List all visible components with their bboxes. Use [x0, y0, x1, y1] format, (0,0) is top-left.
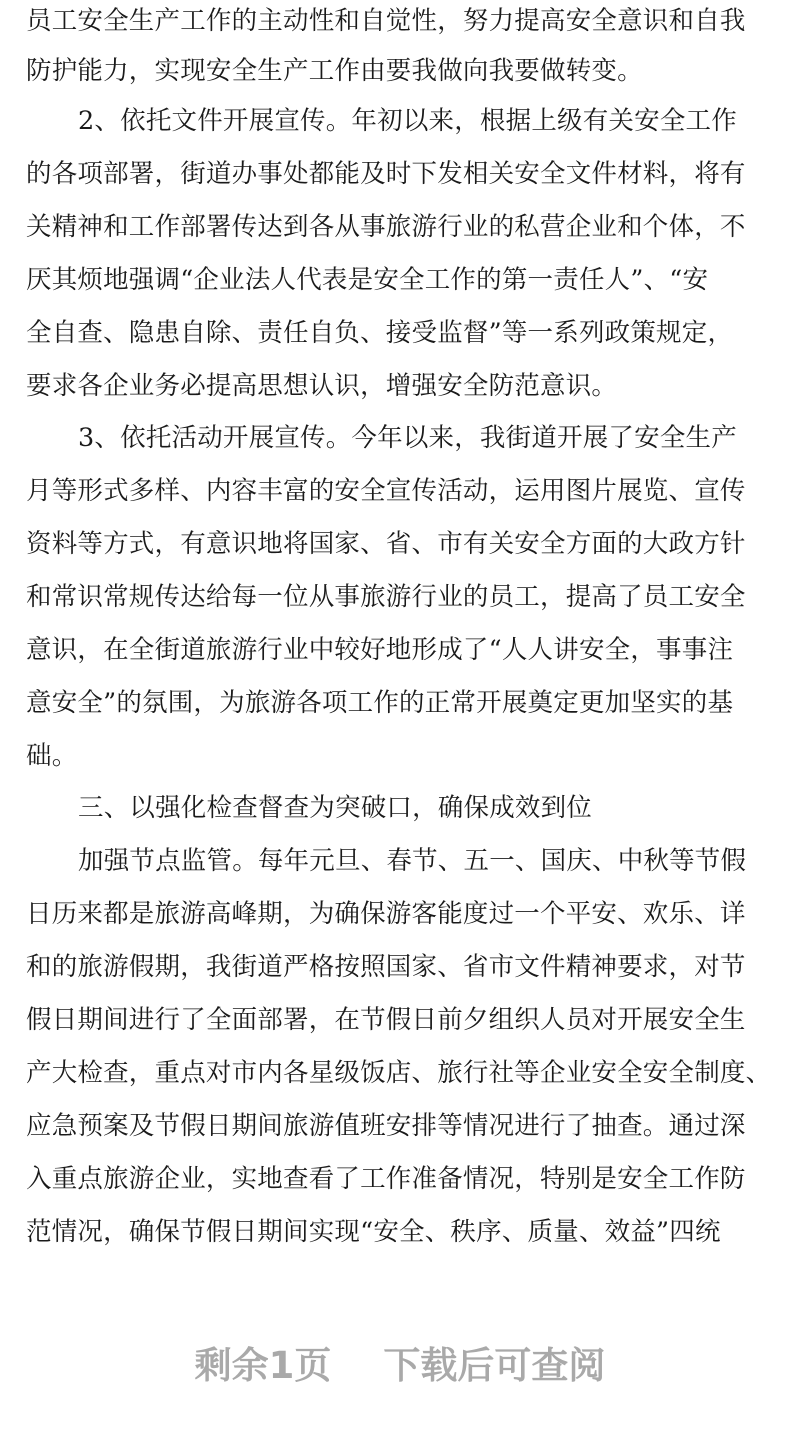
- text-line: 意安全”的氛围，为旅游各项工作的正常开展奠定更加坚实的基: [26, 688, 734, 718]
- text-line: 范情况，确保节假日期间实现“安全、秩序、质量、效益”四统: [26, 1217, 721, 1247]
- text-line: 月等形式多样、内容丰富的安全宣传活动，运用图片展览、宣传: [26, 476, 746, 506]
- text-line: 和的旅游假期，我街道严格按照国家、省市文件精神要求，对节: [26, 952, 746, 982]
- text-line: 假日期间进行了全面部署，在节假日前夕组织人员对开展安全生: [26, 1005, 746, 1035]
- text-line: 意识，在全街道旅游行业中较好地形成了“人人讲安全，事事注: [26, 635, 734, 665]
- text-line: 要求各企业务必提高思想认识，增强安全防范意识。: [26, 371, 618, 401]
- text-line: 应急预案及节假日期间旅游值班安排等情况进行了抽查。通过深: [26, 1111, 746, 1141]
- section-heading: 三、以强化检查督查为突破口，确保成效到位: [78, 793, 593, 823]
- text-line: 入重点旅游企业，实地查看了工作准备情况，特别是安全工作防: [26, 1164, 746, 1194]
- remaining-pages-label: 剩余1页: [194, 1344, 332, 1387]
- text-line: 厌其烦地强调“企业法人代表是安全工作的第一责任人”、“安: [26, 265, 709, 295]
- text-line: 员工安全生产工作的主动性和自觉性，努力提高安全意识和自我: [26, 6, 746, 36]
- text-line: 3、依托活动开展宣传。今年以来，我街道开展了安全生产: [78, 423, 737, 453]
- text-line: 防护能力，实现安全生产工作由要我做向我要做转变。: [26, 56, 643, 86]
- text-line: 和常识常规传达给每一位从事旅游行业的员工，提高了员工安全: [26, 582, 746, 612]
- text-line: 关精神和工作部署传达到各从事旅游行业的私营企业和个体，不: [26, 212, 746, 242]
- text-line: 资料等方式，有意识地将国家、省、市有关安全方面的大政方针: [26, 529, 746, 559]
- text-line: 2、依托文件开展宣传。年初以来，根据上级有关安全工作: [78, 106, 737, 136]
- download-footer[interactable]: [0, 1336, 800, 1396]
- text-line: 加强节点监管。每年元旦、春节、五一、国庆、中秋等节假: [78, 846, 747, 876]
- text-line: 日历来都是旅游高峰期，为确保游客能度过一个平安、欢乐、详: [26, 899, 746, 929]
- text-line: 产大检查，重点对市内各星级饭店、旅行社等企业安全安全制度、: [26, 1058, 772, 1088]
- text-line: 础。: [26, 741, 78, 771]
- download-prompt-label: 下载后可查阅: [383, 1344, 606, 1387]
- text-line: 全自查、隐患自除、责任自负、接受监督”等一系列政策规定，: [26, 318, 734, 348]
- text-line: 的各项部署，街道办事处都能及时下发相关安全文件材料，将有: [26, 159, 746, 189]
